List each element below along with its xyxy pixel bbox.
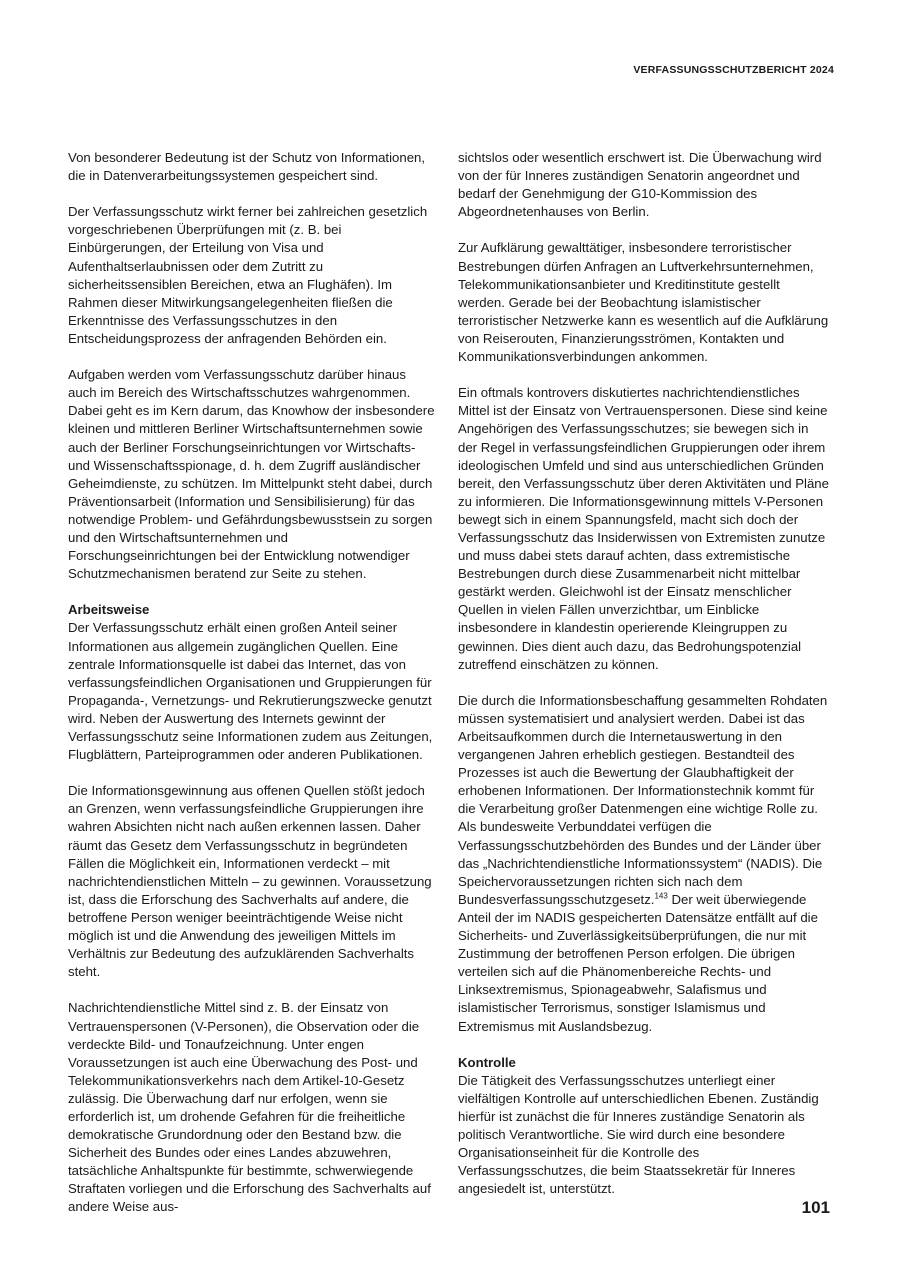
nadis-text-before: Die durch die Informationsbeschaffung gesammelten Rohdaten müssen systematisiert und analysiert werden. Dabei ist das Arbeitsaufkommen durch die Internetauswertung in den vergangenen Jahren erheblich gestiegen. Bestandteil des Prozesses ist auch die Bewertung der Glaubhaftigkeit der erhobenen Informationen. Der Informationstechnik kommt für die Verarbeitung großer Datenmengen eine wichtige Rolle zu. Als bundesweite Verbunddatei verfügen die Verfassungsschutzbehörden des Bundes und der Länder über das „Nachrichtendienstliche Informationssystem“ (NADIS). Die Speichervoraussetzungen richten sich nach dem Bundesverfassungsschutzgesetz.: [458, 692, 828, 907]
paragraph-nachrichtendienstliche-mittel: Nachrichtendienstliche Mittel sind z. B. der Einsatz von Vertrauenspersonen (V-Personen), die Observation oder die verdeckte Bild- und Tonaufzeichnung. Unter engen Voraussetzungen ist auch eine Überwachung des Post- und Telekommunikationsverkehrs nach dem Artikel-10-Gesetz zulässig. Die Überwachung darf nur erfolgen, wenn sie erforderlich ist, um drohende Gefahren für die freiheitliche demokratische Grundordnung oder den Bestand bzw. die Sicherheit des Bundes oder eines Landes abzuwehren, tatsächliche Anhaltspunkte für bestimmte, schwerwiegende Straftaten vorliegen und die Erforschung des Sachverhalts auf andere Weise aus-: [68, 1000, 431, 1215]
paragraph-kontrolle: Die Tätigkeit des Verfassungsschutzes unterliegt einer vielfältigen Kontrolle auf unterschiedlichen Ebenen. Zuständig hierfür ist zunächst die für Inneres zuständige Senatorin als politisch Verantwortliche. Sie wird durch eine besondere Organisationseinheit für die Kontrolle des Verfassungsschutzes, die beim Staatssekretär für Inneres angesiedelt ist, unterstützt.: [458, 1072, 819, 1197]
footnote-reference[interactable]: 143: [654, 891, 668, 901]
paragraph-ueberpruefungen: Der Verfassungsschutz wirkt ferner bei zahlreichen gesetzlich vorgeschriebenen Überprüfungen mit (z. B. bei Einbürgerungen, der Erteilung von Visa und Aufenthaltserlaubnissen oder dem Zutritt zu sicherheitssensiblen Bereichen, etwa an Flughäfen). Im Rahmen dieser Mitwirkungsangelegenheiten fließen die Erkenntnisse des Verfassungsschutzes in den Entscheidungsprozess der anfragenden Behörden ein.: [68, 204, 428, 346]
paragraph-vertrauenspersonen: Ein oftmals kontrovers diskutiertes nachrichtendienstliches Mittel ist der Einsatz von Vertrauenspersonen. Diese sind keine Angehörigen des Verfassungsschutzes; sie bewegen sich in der Regel in verfassungsfeindlichen Gruppierungen oder ihrem ideologischen Umfeld und sind aus unterschiedlichen Gründen bereit, den Verfassungsschutz über deren Aktivitäten und Pläne zu informieren. Die Informationsgewinnung mittels V-Personen bewegt sich in einem Spannungsfeld, macht sich doch der Verfassungsschutz das Insiderwissen von Extremisten zunutze und muss dabei stets darauf achten, dass extremistische Bestrebungen durch diese Zusammenarbeit nicht mittelbar gestärkt werden. Gleichwohl ist der Einsatz menschlicher Quellen in vielen Fällen unverzichtbar, um Einblicke insbesondere in klandestin operierende Kleingruppen zu gewinnen. Dies dient auch dazu, das Bedrohungspotenzial zutreffend einschätzen zu können.: [458, 385, 829, 672]
paragraph-grenzen: Die Informationsgewinnung aus offenen Quellen stößt jedoch an Grenzen, wenn verfassungsfeindliche Gruppierungen ihre wahren Absichten nicht nach außen erkennen lassen. Daher räumt das Gesetz dem Verfassungsschutz in begründeten Fällen die Möglichkeit ein, Informationen verdeckt – mit nachrichtendienstlichen Mitteln – zu gewinnen. Voraussetzung ist, dass die Erforschung des Sachverhalts auf andere, die betroffene Person weniger beeinträchtigende Weise nicht möglich ist und die Anwendung des jeweiligen Mittels im Verhältnis zur Bedeutung des aufzuklärenden Sachverhalts steht.: [68, 783, 432, 980]
paragraph-informationsschutz: Von besonderer Bedeutung ist der Schutz von Informationen, die in Datenverarbeitungssystemen gespeichert sind.: [68, 150, 426, 184]
paragraph-aufklaerung: Zur Aufklärung gewalttätiger, insbesondere terroristischer Bestrebungen dürfen Anfragen an Luftverkehrsunternehmen, Telekommunikationsanbieter und Kreditinstitute gestellt werden. Gerade bei der Beobachtung islamistischer terroristischer Netzwerke kann es wesentlich auf die Aufklärung von Reiserouten, Finanzierungsströmen, Kontakten und Kommunikationsverbindungen ankommen.: [458, 240, 829, 365]
left-column: [68, 149, 438, 1217]
paragraph-offene-quellen: Der Verfassungsschutz erhält einen großen Anteil seiner Informationen aus allgemein zugänglichen Quellen. Eine zentrale Informationsquelle ist dabei das Internet, das von verfassungsfeindlichen Organisationen und Gruppierungen für Propaganda-, Vernetzungs- und Rekrutierungszwecke genutzt wird. Neben der Auswertung des Internets gewinnt der Verfassungsschutz seine Informationen zudem aus Zeitungen, Flugblättern, Parteiprogrammen oder anderen Publikationen.: [68, 620, 433, 763]
heading-arbeitsweise: Arbeitsweise: [68, 602, 150, 618]
running-header: VERFASSUNGSSCHUTZBERICHT 2024: [633, 64, 834, 76]
nadis-text-after: Der weit überwiegende Anteil der im NADIS gespeicherten Datensätze entfällt auf die Sicherheits- und Zuverlässigkeitsüberprüfungen, die nur mit Zustimmung der betroffenen Person erfolgen. Die übrigen verteilen sich auf die Phänomenbereiche Rechts- und Linksextremismus, Spionageabwehr, Salafismus und islamistischer Terrorismus, sonstiger Islamismus und Extremismus mit Auslandsbezug.: [458, 891, 818, 1034]
paragraph-wirtschaftsschutz: Aufgaben werden vom Verfassungsschutz darüber hinaus auch im Bereich des Wirtschaftsschutzes wahrgenommen. Dabei geht es im Kern darum, das Knowhow der insbesondere kleinen und mittleren Berliner Wirtschaftsunternehmen sowie auch der Berliner Forschungseinrichtungen vor Wirtschafts- und Wissenschaftsspionage, d. h. dem Zugriff ausländischer Geheimdienste, zu schützen. Im Mittelpunkt steht dabei, durch Präventionsarbeit (Information und Sensibilisierung) für das notwendige Problem- und Gefährdungsbewusstsein zu sorgen und den Wirtschaftsunternehmen und Forschungseinrichtungen bei der Entwicklung notwendiger Schutzmechanismen beratend zur Seite zu stehen.: [68, 367, 435, 582]
page-number: 101: [801, 1198, 830, 1217]
paragraph-nadis: [458, 692, 830, 1036]
heading-kontrolle: Kontrolle: [458, 1054, 516, 1070]
paragraph-ueberwachung: sichtslos oder wesentlich erschwert ist. Die Überwachung wird von der für Inneres zuständigen Senatorin angeordnet und bedarf der Genehmigung der G10-Kommission des Abgeordnetenhauses von Berlin.: [458, 150, 822, 220]
right-column: [458, 149, 830, 1198]
